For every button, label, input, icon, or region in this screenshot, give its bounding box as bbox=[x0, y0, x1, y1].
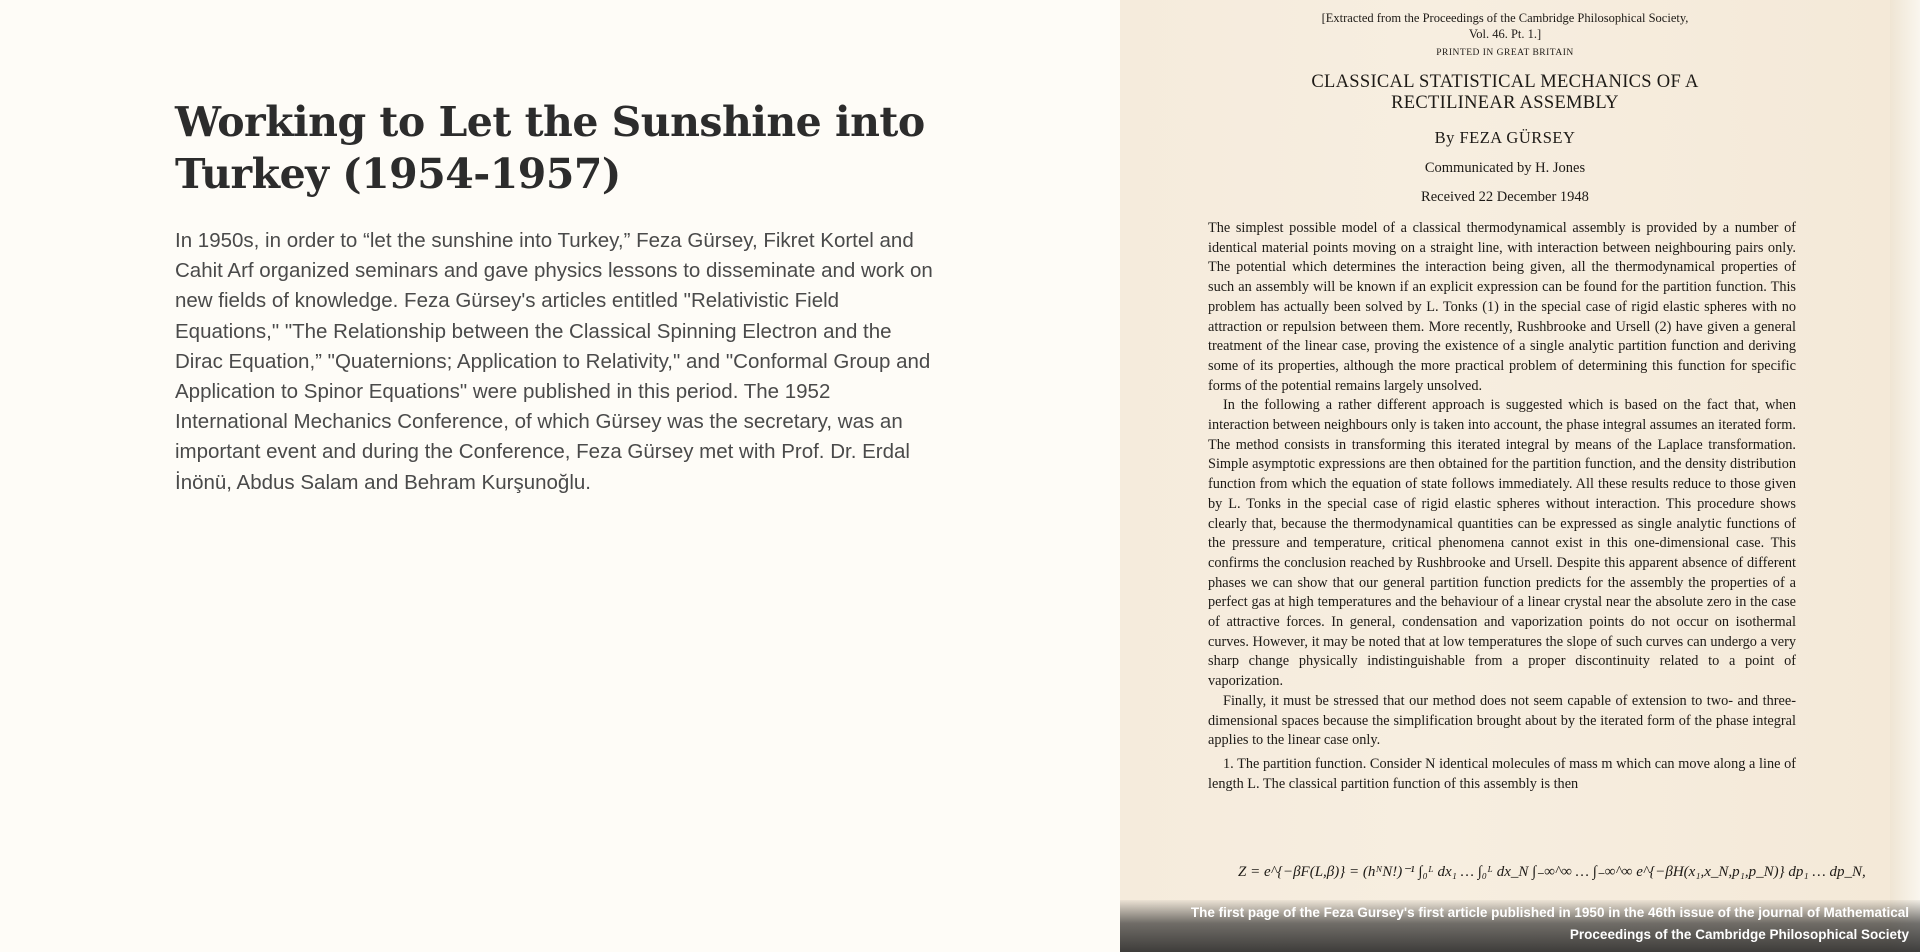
paper-equation: Z = e^{−βF(L,β)} = (hᴺN!)⁻¹ ∫₀ᴸ dx₁ … ∫₀ᴸ dx_N ∫₋∞^∞ … ∫₋∞^∞ e^{−βH(x₁,x_N,p₁,p_N)} dp₁ … dp_N, bbox=[1238, 864, 1866, 880]
article-body: In 1950s, in order to “let the sunshine into Turkey,” Feza Gürsey, Fikret Kortel and Cahit Arf organized seminars and gave physics lessons to disseminate and work on new fields of knowledge. Feza Gürsey's articles entitled "Relativistic Field Equations," "The Relationship between the Classical Spinning Electron and the Dirac Equation,” "Quaternions; Application to Relativity," and "Conformal Group and Application to Spinor Equations" were published in this period. The 1952 International Mechanics Conference, of which Gürsey was the secretary, was an important event and during the Conference, Feza Gürsey met with Prof. Dr. Erdal İnönü, Abdus Salam and Behram Kurşunoğlu. bbox=[175, 229, 933, 494]
paper-printed: PRINTED IN GREAT BRITAIN bbox=[1436, 48, 1574, 58]
paper-body bbox=[1208, 219, 1796, 794]
paper-section-1: 1. The partition function. Consider N identical molecules of mass m which can move along a line of length L. The classical partition function of this assembly is then bbox=[1208, 755, 1796, 792]
paper-title-line2: RECTILINEAR ASSEMBLY bbox=[1391, 93, 1619, 113]
paper-communicated: Communicated by H. Jones bbox=[1424, 160, 1586, 176]
paper-edge bbox=[1890, 0, 1920, 952]
paper-title-line1: CLASSICAL STATISTICAL MECHANICS OF A bbox=[1311, 72, 1699, 92]
image-caption-text: The first page of the Feza Gursey's first article published in 1950 in the 46th issue of the journal of Mathematical Proceedings of the Cambridge Philosophical Society bbox=[1190, 905, 1909, 942]
article-title: Working to Let the Sunshine into Turkey (1954-1957) bbox=[175, 98, 925, 198]
paper-paragraph: The simplest possible model of a classical thermodynamical assembly is provided by a number of identical material points moving on a straight line, with interaction between neighbouring pairs only. The potential which determines the interaction being given, all the thermodynamical properties of such an assembly will be known if an explicit expression can be found for the partition function. This problem has actually been solved by L. Tonks (1) in the special case of rigid elastic spheres with no attraction or repulsion between them. More recently, Rushbrooke and Ursell (2) have given a general treatment of the linear case, proving the existence of a single analytic partition function and deriving some of its properties, although the more practical problem of determining this function for specific forms of the potential remains largely unsolved. bbox=[1208, 220, 1796, 394]
paper-extract-line1: [Extracted from the Proceedings of the Cambridge Philosophical Society, bbox=[1321, 11, 1689, 25]
paper-received: Received 22 December 1948 bbox=[1421, 189, 1589, 205]
image-caption bbox=[1120, 900, 1920, 952]
paper-extract-line2: Vol. 46. Pt. 1.] bbox=[1468, 27, 1542, 41]
paper-paragraph: In the following a rather different approach is suggested which is based on the fact that, when interaction between neighbours only is taken into account, the phase integral assumes an iterated form. The method consists in transforming this iterated integral by means of the Laplace transformation. Simple asymptotic expressions are then obtained for the partition function, and the density distribution function from which the equation of state follows immediately. All these results reduce to those given by L. Tonks in the special case of rigid elastic spheres without interaction. This procedure shows clearly that, because the thermodynamical quantities can be expressed as single analytic functions of the pressure and temperature, critical phenomena cannot exist in this one-dimensional case. This confirms the conclusion reached by Rushbrooke and Ursell. Despite this apparent absence of different phases we can show that our general partition function predicts for the assembly the properties of a perfect gas at high temperatures and the behaviour of a linear crystal near the absolute zero in the case of attractive forces. In general, condensation and vaporization points do not occur on isothermal curves. However, it may be noted that at low temperatures the slope of such curves can undergo a very sharp change physically indistinguishable from a proper discontinuity related to a point of vaporization. bbox=[1208, 397, 1796, 690]
paper-author: By FEZA GÜRSEY bbox=[1434, 128, 1576, 147]
paper-image-panel bbox=[1120, 0, 1920, 952]
paper-paragraph: Finally, it must be stressed that our method does not seem capable of extension to two- and three-dimensional spaces because the simplification brought about by the iterated form of the phase integral applies to the linear case only. bbox=[1208, 692, 1796, 749]
paper-scan bbox=[1120, 0, 1890, 952]
paper-title bbox=[1120, 72, 1890, 114]
